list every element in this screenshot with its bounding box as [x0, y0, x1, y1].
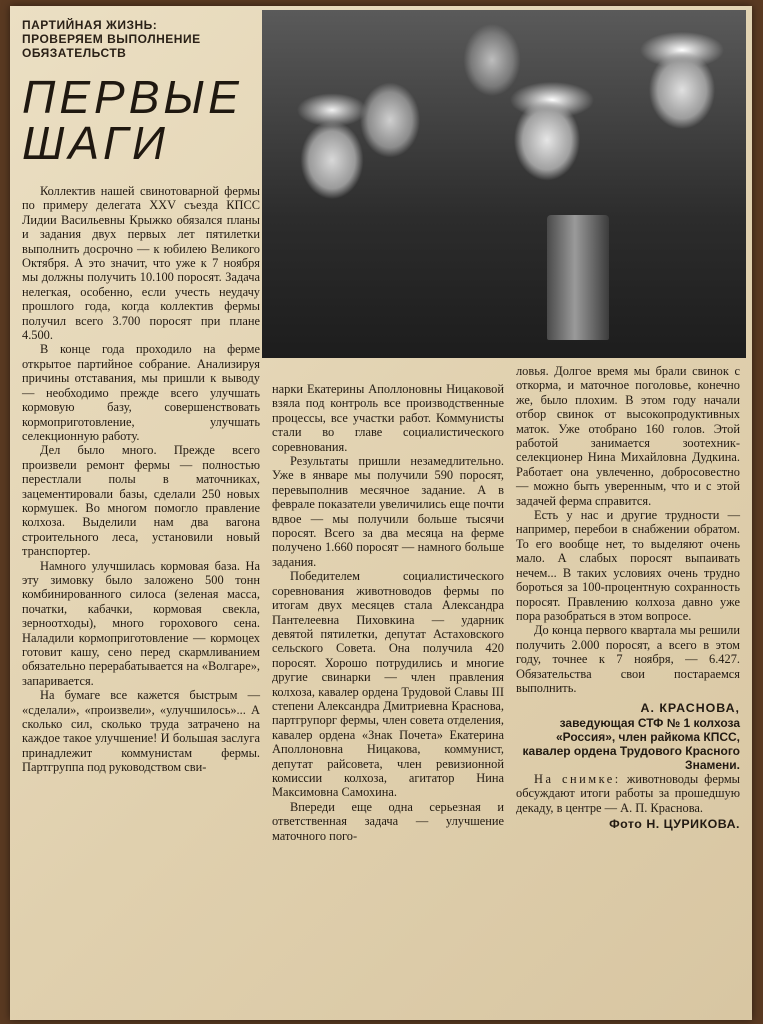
paragraph: На бумаге все кажется быстрым — «сделали», «произвели», «улучшилось»... А сколько сил, сколько труда затрачено на каждое такое улучшение! И большая заслуга принадлежит коммунистам фермы. Партгруппа под руководством сви- [22, 688, 260, 775]
headline-line: ПЕРВЫЕ [22, 71, 243, 123]
article-column-2 [272, 382, 504, 843]
article-column-1 [22, 184, 260, 775]
rubric-line: ПРОВЕРЯЕМ ВЫПОЛНЕНИЕ [22, 32, 201, 46]
headline [22, 71, 262, 169]
paragraph: ловья. Долгое время мы брали свинок с откорма, и маточное поголовье, конечно же, было плохим. В этом году начали отбор свинок от высокопродуктивных маток. Уже отобрано 160 голов. Этой работой занимается зоотехник-селекционер Нина Михайловна Дудкина. Работает она увлеченно, добросовестно — можно быть уверенным, что и с этой задачей ферма справится. [516, 364, 740, 508]
paragraph: В конце года проходило на ферме открытое партийное собрание. Анализируя причины отставания, мы пришли к выводу — необходимо прежде всего улучшать кормовую базу, совершенствовать кормоприготовление, улучшать селекционную работу. [22, 342, 260, 443]
rubric-line: ОБЯЗАТЕЛЬСТВ [22, 46, 127, 60]
paragraph: Победителем социалистического соревнования животноводов фермы по итогам двух месяцев стала Александра Пантелеевна Пиховкина — ударник девятой пятилетки, депутат Астаховского сельского Совета. Она получила 420 поросят. Хорошо потрудились и многие другие свинарки — член правления колхоза, кавалер ордена Трудовой Славы III степени Александра Дмитриевна Краснова, партгрупорг фермы, член совета отделения, кавалер ордена «Знак Почета» Екатерина Аполлоновна Ницакова, коммунист, депутат райсовета, член ревизионной комиссии колхоза, агитатор Нина Максимовна Самохина. [272, 569, 504, 800]
paragraph: Впереди еще одна серьезная и ответственная задача — улучшение маточного пого- [272, 799, 504, 843]
paragraph: Результаты пришли незамедлительно. Уже в январе мы получили 590 поросят, перевыполнив месячное задание. А в феврале показатели увеличились еще почти вдвое — мы получили больше тысячи поросят. Всего за два месяца на ферме получено 1.660 поросят — намного больше задания. [272, 454, 504, 569]
photo-credit: Фото Н. ЦУРИКОВА. [609, 816, 740, 831]
caption-lead: На снимке: [534, 771, 621, 786]
paragraph: Коллектив нашей свинотоварной фермы по примеру делегата XXV съезда КПСС Лидии Васильевны Крыжко обязался планы и задания двух первых лет пятилетки выполнить досрочно — к юбилею Великого Октября. А это значит, что уже к 7 ноября мы должны получить 10.100 поросят. Задача нелегкая, особенно, если учесть неудачу прошлого года, когда коллектив фермы получил всего 3.700 поросят при плане 4.500. [22, 184, 260, 343]
paragraph: До конца первого квартала мы решили получить 2.000 поросят, а всего в этом году, точнее к 7 ноября, — 6.427. Обязательства свои постараемся выполнить. [516, 623, 740, 695]
rubric-line: ПАРТИЙНАЯ ЖИЗНЬ: [22, 18, 158, 32]
photo-caption [516, 772, 740, 815]
paragraph: Намного улучшилась кормовая база. На эту зимовку было заложено 500 тонн комбинированного силоса (зеленая масса, початки, кабачки, кормовая свекла, зерноотходы), много горохового сена. Наладили кормоприготовление — кормоцех готовит кашу, сено перед скармливанием обязательно перерабатывается на «Волгаре», запаривается. [22, 558, 260, 688]
newspaper-clipping [10, 6, 752, 1020]
author-role: заведующая СТФ № 1 колхоза «Россия», член райкома КПСС, кавалер ордена Трудового Красного Знамени. [522, 715, 740, 772]
paragraph: нарки Екатерины Аполлоновны Ницаковой взяла под контроль все производственные процессы, все участки работ. Коммунисты стали во главе социалистического соревнования. [272, 382, 504, 454]
signature-block [516, 701, 740, 771]
jar-shape [547, 215, 609, 340]
paragraph: Дел было много. Прежде всего произвели ремонт фермы — полностью перестлали полы в маточниках, зацементировали базы, сделали 250 новых кормушек. Во многом помогло правление колхоза. Выделили нам два вагона строительного леса, установили новый транспортер. [22, 443, 260, 559]
rubric [22, 18, 262, 60]
author-name: А. КРАСНОВА, [640, 701, 740, 716]
caption-text: животноводы фермы обсуждают итоги работы за прошедшую декаду, в центре — А. П. Краснова. [516, 771, 740, 815]
headline-line: ШАГИ [22, 117, 169, 169]
news-photo [262, 10, 746, 358]
paragraph: Есть у нас и другие трудности — например, перебои в снабжении обратом. То его вообще нет, то выделяют очень мало. А слабых поросят выпаивать нечем... В таких условиях очень трудно бороться за 100-процентную сохранность поросят. Правлению колхоза давно уже пора разобраться в этом вопросе. [516, 508, 740, 623]
article-column-3 [516, 364, 740, 831]
